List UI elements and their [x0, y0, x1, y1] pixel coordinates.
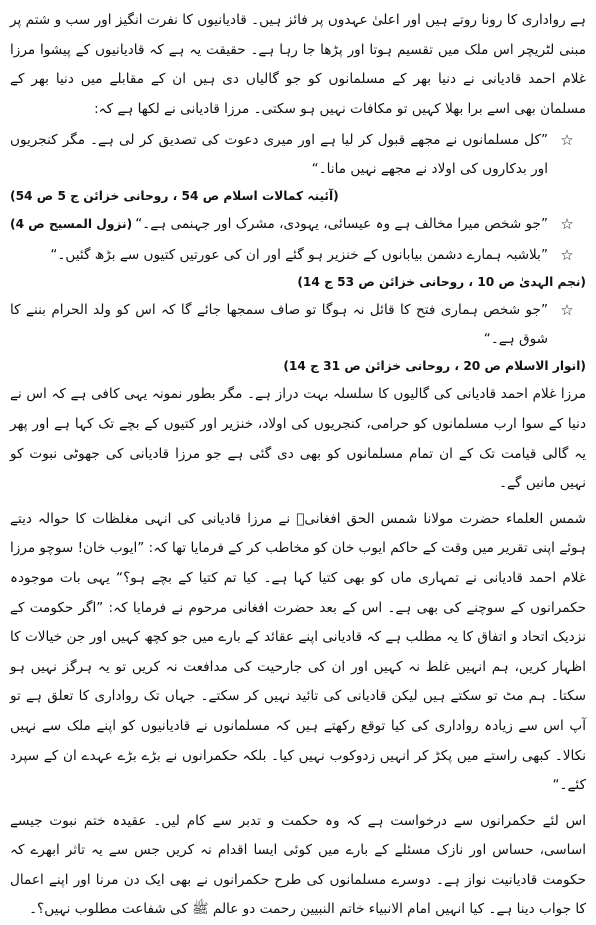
quote-3	[10, 241, 586, 294]
quote-reference: (نزول المسیح ص 4)	[10, 217, 133, 232]
body-paragraph: مرزا غلام احمد قادیانی کی گالیوں کا سلسلہ بہت دراز ہے۔ مگر بطور نمونہ یہی کافی ہے کہ اس نے دنیا کے سوا ارب مسلمانوں کو حرامی، کنجریوں کی اولاد، خنزیر اور کتیوں کے بچے تک کہا ہے اور پھر یہ گالی قیامت تک کے ان تمام مسلمانوں کو بھی دی گئی ہے جو مرزا قادیانی کی جھوٹی نبوت کو نہیں مانیں گے۔	[10, 386, 586, 492]
quote-reference: (نجم الہدیٰ ص 10 ، روحانی خزائن ص 53 ج 14)	[297, 275, 586, 290]
quote-text-body: ”جو شخص میرا مخالف ہے وہ عیسائی، یہودی، مشرک اور جہنمی ہے۔“	[135, 216, 548, 233]
quote-text	[10, 210, 548, 239]
quote-text: ”بلاشبہ ہمارے دشمن بیابانوں کے خنزیر ہو گئے اور ان کی عورتیں کتیوں سے بڑھ گئیں۔“	[50, 247, 548, 264]
star-icon: ☆	[560, 131, 574, 150]
body-paragraph: اس لئے حکمرانوں سے درخواست ہے کہ وہ حکمت و تدبر سے کام لیں۔ عقیدہ ختم نبوت جیسے اساسی، حساس اور نازک مسئلے کے بارے میں کوئی ایسا اقدام نہ کریں جس سے یہ تاثر ابھرے کہ حکومت قادیانیت نواز ہے۔ دوسرے مسلمانوں کی طرح حکمرانوں نے بھی ایک دن مرنا اور اپنے اعمال کا جواب دینا ہے۔ کیا انہیں امام الانبیاء خاتم النبیین رحمت دو عالم ﷺ کی شفاعت مطلوب نہیں؟۔	[10, 812, 586, 918]
star-icon: ☆	[560, 301, 574, 320]
body-paragraph: شمس العلماء حضرت مولانا شمس الحق افغانیؒ نے مرزا قادیانی کی انہی مغلظات کا حوالہ دیتے ہوئے اپنی تقریر میں وقت کے حاکم ایوب خان کو مخاطب کر کے فرمایا تھا کہ: ”ایوب خان! سوچو مرزا غلام احمد قادیانی نے تمہاری ماں کو بھی کتیا کہا ہے۔ کیا تم کتیا کے بچے ہو؟“ یہی بات موجودہ حکمرانوں کے سوچنے کی بھی ہے۔ اس کے بعد حضرت افغانی مرحوم نے فرمایا کہ: ”اگر حکومت کے نزدیک اتحاد و اتفاق کا یہ مطلب ہے کہ قادیانی اپنے عقائد کے بارے میں جو کچھ کہیں اور جن خیالات کا اظہار کریں، ہم انہیں غلط نہ کہیں اور ان کی جارحیت کی مدافعت نہ کریں تو یہ ہرگز نہیں ہو سکتا۔ ہم مٹ تو سکتے ہیں لیکن قادیانی کی تائید نہیں کر سکتے۔ جہاں تک رواداری کا تعلق ہے تو آپ اس سے زیادہ رواداری کی کیا توقع رکھتے ہیں کہ مسلمانوں نے قادیانیوں کو اپنے ملک سے نہیں نکالا۔ کبھی راستے میں پکڑ کر انہیں زدوکوب نہیں کیا۔ بلکہ حکمرانوں نے بڑے بڑے عہدے ان کے سپرد کئے۔“	[9, 510, 586, 794]
quote-4	[10, 296, 586, 378]
quote-1	[10, 126, 586, 208]
quote-text: ”جو شخص ہماری فتح کا قائل نہ ہوگا تو صاف سمجھا جائے گا کہ اس کو ولد الحرام بننے کا شوق ہے۔“	[10, 302, 548, 348]
intro-paragraph: ہے رواداری کا رونا روتے ہیں اور اعلیٰ عہدوں پر فائز ہیں۔ قادیانیوں کا نفرت انگیز اور سب و شتم پر مبنی لٹریچر اس ملک میں تقسیم ہوتا اور پڑھا جا رہا ہے۔ حقیقت یہ ہے کہ قادیانیوں کے پیشوا مرزا غلام احمد قادیانی نے دنیا بھر کے مسلمانوں کو جو گالیاں دی ہیں ان کے مقابلے میں دنیا بھر کے مسلمان بھی اسے برا بھلا کہیں تو مکافات نہیں ہو سکتی۔ مرزا قادیانی نے لکھا ہے کہ:	[10, 12, 586, 117]
quote-reference: (انوار الاسلام ص 20 ، روحانی خزائن ص 31 ج 14)	[283, 359, 586, 374]
quote-reference: (آئینہ کمالات اسلام ص 54 ، روحانی خزائن ج 5 ص 54)	[10, 189, 339, 204]
star-icon: ☆	[560, 215, 574, 234]
quote-text: ”کل مسلمانوں نے مجھے قبول کر لیا ہے اور میری دعوت کی تصدیق کر لی ہے۔ مگر کنجریوں اور بدکاروں کی اولاد نے مجھے نہیں مانا۔“	[10, 132, 548, 178]
quote-2	[10, 210, 586, 239]
star-icon: ☆	[560, 246, 574, 265]
